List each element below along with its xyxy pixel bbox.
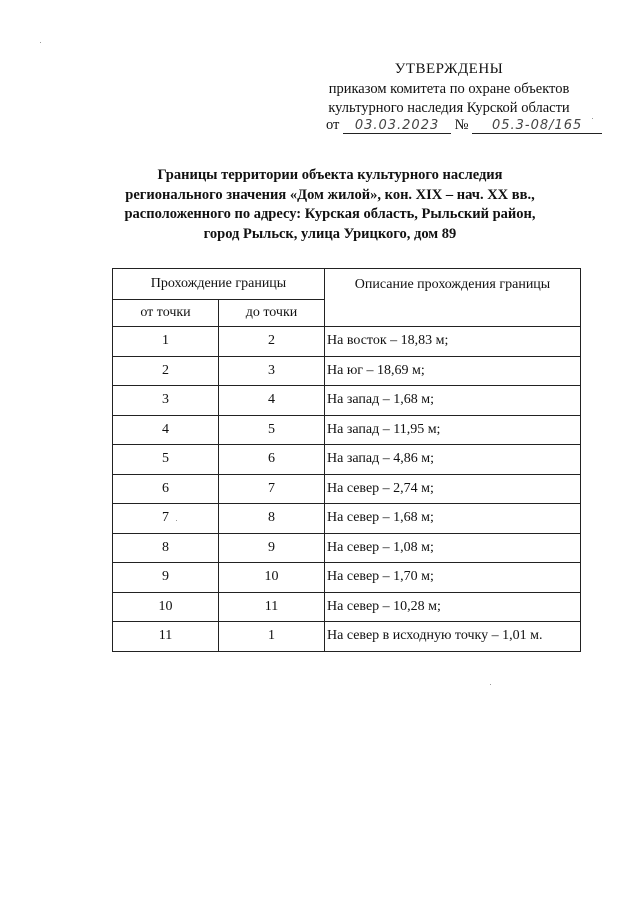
cell-to: 1	[219, 622, 325, 652]
cell-from: 7	[113, 504, 219, 534]
approval-heading: УТВЕРЖДЕНЫ	[394, 61, 504, 77]
cell-to: 4	[219, 386, 325, 416]
table-row	[113, 563, 581, 593]
scan-speck	[40, 42, 41, 43]
header-description: Описание прохождения границы	[325, 269, 581, 327]
table-row	[113, 504, 581, 534]
cell-from: 6	[113, 474, 219, 504]
table-row	[113, 386, 581, 416]
cell-from: 5	[113, 445, 219, 475]
cell-desc: На запад – 4,86 м;	[325, 445, 581, 475]
approval-block	[318, 60, 580, 118]
cell-from: 1	[113, 327, 219, 357]
title-line-2: регионального значения «Дом жилой», кон. XIX – нач. XX вв.,	[125, 186, 535, 203]
table-row	[113, 592, 581, 622]
order-number: 05.3-08/165	[472, 118, 602, 134]
cell-desc: На восток – 18,83 м;	[325, 327, 581, 357]
table-row	[113, 356, 581, 386]
cell-from: 2	[113, 356, 219, 386]
cell-from: 3	[113, 386, 219, 416]
cell-from: 8	[113, 533, 219, 563]
cell-to: 11	[219, 592, 325, 622]
title-line-3: расположенного по адресу: Курская область, Рыльский район,	[124, 206, 536, 222]
header-boundary-passage: Прохождение границы	[113, 269, 325, 300]
order-number-label: №	[454, 117, 469, 133]
table-row	[113, 445, 581, 475]
cell-desc: На север – 1,08 м;	[325, 533, 581, 563]
order-date: 03.03.2023	[343, 118, 451, 134]
cell-desc: На север – 10,28 м;	[325, 592, 581, 622]
cell-to: 9	[219, 533, 325, 563]
table-row	[113, 415, 581, 445]
table-row	[113, 327, 581, 357]
cell-to: 10	[219, 563, 325, 593]
cell-to: 2	[219, 327, 325, 357]
title-line-4: город Рыльск, улица Урицкого, дом 89	[203, 225, 457, 242]
scan-speck	[490, 684, 491, 685]
header-to-point: до точки	[219, 300, 325, 327]
approval-line-2: культурного наследия Курской области	[328, 100, 570, 116]
cell-from: 10	[113, 592, 219, 622]
header-from-point: от точки	[113, 300, 219, 327]
scan-speck	[176, 520, 177, 521]
cell-desc: На север – 2,74 м;	[325, 474, 581, 504]
table-row	[113, 474, 581, 504]
cell-desc: На юг – 18,69 м;	[325, 356, 581, 386]
document-title	[100, 166, 560, 244]
cell-to: 3	[219, 356, 325, 386]
cell-desc: На запад – 11,95 м;	[325, 415, 581, 445]
cell-to: 5	[219, 415, 325, 445]
cell-from: 11	[113, 622, 219, 652]
table-row	[113, 622, 581, 652]
cell-desc: На север в исходную точку – 1,01 м.	[325, 622, 581, 652]
order-reference	[326, 116, 602, 135]
cell-desc: На север – 1,70 м;	[325, 563, 581, 593]
cell-to: 7	[219, 474, 325, 504]
cell-from: 4	[113, 415, 219, 445]
order-from-label: от	[326, 117, 340, 133]
cell-desc: На север – 1,68 м;	[325, 504, 581, 534]
cell-desc: На запад – 1,68 м;	[325, 386, 581, 416]
title-line-1: Границы территории объекта культурного наследия	[157, 167, 503, 183]
cell-from: 9	[113, 563, 219, 593]
table-row	[113, 533, 581, 563]
cell-to: 8	[219, 504, 325, 534]
scan-speck	[592, 118, 593, 119]
cell-to: 6	[219, 445, 325, 475]
boundary-table	[112, 268, 581, 652]
approval-line-1: приказом комитета по охране объектов	[328, 81, 570, 97]
